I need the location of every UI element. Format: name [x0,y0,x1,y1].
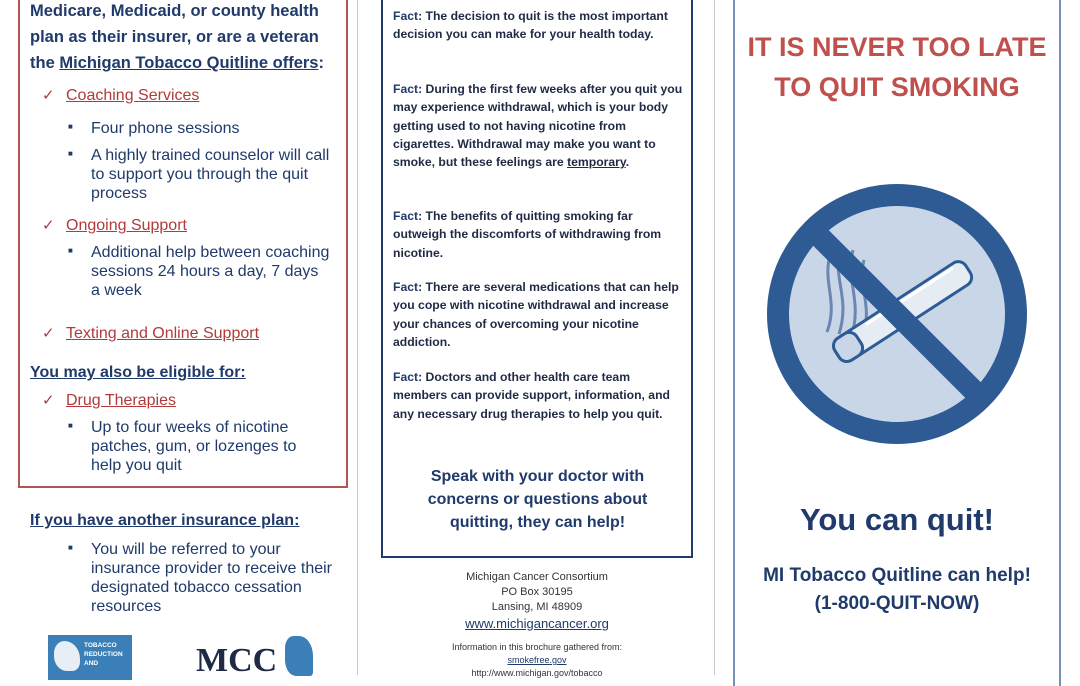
ongoing-support-link[interactable]: Ongoing Support [66,217,187,234]
list-item: You will be referred to your insurance provider to receive their designated tobacco cessation resources [91,541,333,615]
panel-divider [714,0,715,675]
bullet-icon: ■ [68,246,73,255]
quitline-link[interactable]: Michigan Tobacco Quitline offers [59,54,319,72]
list-item: Additional help between coaching sessions 24 hours a day, 7 days a week [91,244,330,299]
list-item: A highly trained counselor will call to support you through the quit process [91,147,330,202]
fact-item: Fact: There are several medications that can help you cope with nicotine withdrawal and increase your chances of overcoming your nicotine addiction. [393,280,679,349]
website-link[interactable]: www.michigancancer.org [465,616,609,631]
source-link-michigan[interactable]: http://www.michigan.gov/tobacco [471,668,603,678]
eligible-heading: You may also be eligible for: [30,364,246,381]
mcc-logo: MCC [196,642,278,679]
city-address: Lansing, MI 48909 [491,601,583,613]
speak-with-doctor: Speak with your doctor with concerns or questions about quitting, they can help! [427,468,648,531]
quitline-phone[interactable]: (1-800-QUIT-NOW) [814,593,980,614]
check-icon: ✓ [42,325,55,342]
you-can-quit: You can quit! [799,502,995,537]
intro-text: Medicare, Medicaid, or county health plan as their insurer, or are a veteran the Michigan Tobacco Quitline offers: [30,2,324,72]
logo-text: TOBACCO REDUCTION AND [84,642,123,667]
list-item: Up to four weeks of nicotine patches, gum, or lozenges to help you quit [91,419,297,474]
org-name: Michigan Cancer Consortium [466,571,608,583]
quitline-callout: MI Tobacco Quitline can help! (1-800-QUIT-NOW) [733,562,1061,618]
bullet-icon: ■ [68,543,73,552]
source-note: Information in this brochure gathered from: [451,642,623,652]
drug-therapies-link[interactable]: Drug Therapies [66,392,176,409]
michigan-shape-icon [54,641,80,671]
fact-item: Fact: The benefits of quitting smoking far outweigh the discomforts of withdrawing from nicotine. [393,209,662,260]
headline: IT IS NEVER TOO LATE TO QUIT SMOKING [747,32,1047,102]
source-link-smokefree[interactable]: smokefree.gov [507,655,567,665]
tobacco-reduction-logo [48,635,132,680]
fact-item: Fact: During the first few weeks after you quit you may experience withdrawal, which is your body getting used to not having nicotine from cigarettes. Withdrawal may make you want to smoke, but these feelings are temporary. [393,82,683,170]
po-box: PO Box 30195 [501,586,573,598]
texting-online-support-link[interactable]: Texting and Online Support [66,325,260,342]
bullet-icon: ■ [68,421,73,430]
michigan-map-icon [285,636,313,676]
panel-divider [357,0,358,675]
check-icon: ✓ [42,392,55,409]
list-item: Four phone sessions [91,120,240,137]
no-smoking-icon [765,182,1029,446]
coaching-services-link[interactable]: Coaching Services [66,87,200,104]
check-icon: ✓ [42,217,55,234]
fact-item: Fact: Doctors and other health care team members can provide support, information, and any necessary drug therapies to help you quit. [393,370,670,421]
other-insurance-heading: If you have another insurance plan: [30,512,300,529]
bullet-icon: ■ [68,149,73,158]
check-icon: ✓ [42,87,55,104]
fact-item: Fact: The decision to quit is the most important decision you can make for your health today. [393,9,668,42]
bullet-icon: ■ [68,122,73,131]
